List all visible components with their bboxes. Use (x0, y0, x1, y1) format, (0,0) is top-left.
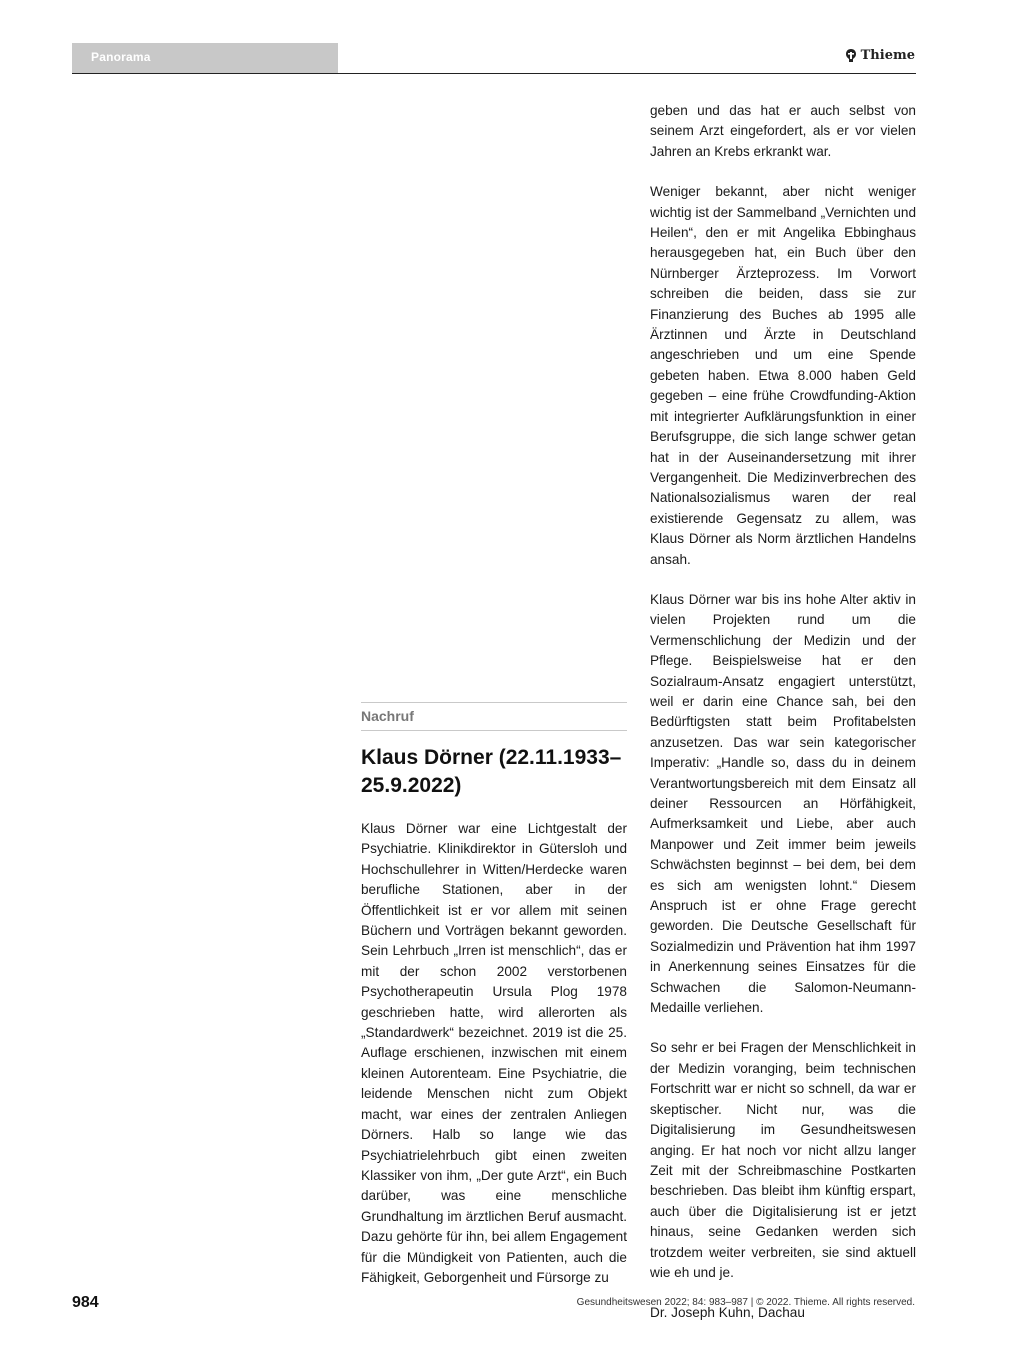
article-left-column (361, 702, 627, 1288)
page-number: 984 (72, 1294, 99, 1311)
article-paragraph: So sehr er bei Fragen der Menschlichkeit in der Medizin voranging, beim technischen Fortschritt war er nicht so schnell, da war er skeptischer. Nicht nur, was die Digitalisierung im Gesundheitswesen anging. Er hat noch vor nicht allzu langer Zeit mit der Schreibmaschine Postkarten beschrieben. Das bleibt ihm künftig erspart, auch über die Digitalisierung ist er jetzt hinaus, seine Gedanken werden sich trotzdem weiter verbreiten, sie sind aktuell wie eh und je. (650, 1040, 916, 1280)
article-right-column (650, 101, 916, 1344)
article-paragraph: Klaus Dörner war bis ins hohe Alter aktiv in vielen Projekten rund um die Vermenschlichung der Medizin und der Pflege. Beispielsweise hat er den Sozialraum-Ansatz engagiert unterstützt, weil er darin eine Chance sah, bei den Bedürftigsten statt beim Profitabelsten anzusetzen. Das war sein kategorischer Imperativ: „Handle so, dass du in deinem Verantwortungsbereich mit dem Einsatz all deiner Ressourcen an Hörfähigkeit, Aufmerksamkeit und Liebe, aber auch Manpower und Zeit immer beim jeweils Schwächsten beginnst – bei dem, bei dem es sich am wenigsten lohnt.“ Diesem Anspruch ist er ohne Frage gerecht geworden. Die Deutsche Gesellschaft für Sozialmedizin und Prävention hat ihm 1997 in Anerkennung seines Einsatzes für die Schwachen die Salomon-Neumann-Medaille verliehen. (650, 591, 916, 1016)
article-paragraph: Klaus Dörner war eine Lichtgestalt der Psychiatrie. Klinikdirektor in Gütersloh und Hochschullehrer in Witten/Herdecke waren berufliche Stationen, aber in der Öffentlichkeit ist er vor allem mit seinen Büchern und Vorträgen bekannt geworden. Sein Lehrbuch „Irren ist menschlich“, das er mit der schon 2002 verstorbenen Psychotherapeutin Ursula Plog 1978 geschrieben hatte, wird allerorten als „Standardwerk“ bezeichnet. 2019 ist die 25. Auflage erschienen, inzwischen mit einem kleinen Autorenteam. Eine Psychiatrie, die leidende Menschen nicht zum Objekt macht, war eines der zentralen Anliegen Dörners. Halb so lange wie das Psychiatrielehrbuch gibt einen zweiten Klassiker von ihm, „Der gute Arzt“, ein Buch darüber, was eine menschliche Grundhaltung im ärztlichen Beruf ausmacht. Dazu gehörte für ihn, bei allem Engagement für die Mündigkeit von Patienten, auch die Fähigkeit, Geborgenheit und Fürsorge zu (361, 821, 627, 1285)
article-paragraph: Weniger bekannt, aber nicht weniger wichtig ist der Sammelband „Vernichten und Heilen“, den er mit Angelika Ebbinghaus herausgegeben hat, ein Buch über den Nürnberger Ärzteprozess. Im Vorwort schreiben die beiden, dass sie zur Finanzierung des Buches ab 1995 alle Ärztinnen und Ärzte in Deutschland angeschrieben und um eine Spende gebeten haben. Etwa 8.000 haben Geld gegeben – eine frühe Crowdfunding-Aktion mit integrierter Aufklärungsfunktion in einer Berufsgruppe, die sich lange schwer getan hat in der Auseinandersetzung mit ihrer Vergangenheit. Die Medizinverbrechen des Nationalsozialismus waren der real existierende Gegensatz zu allem, was Klaus Dörner als Norm ärztlichen Handelns ansah. (650, 184, 916, 567)
thieme-logo-icon (845, 49, 857, 63)
article-category: Nachruf (361, 708, 414, 724)
brand-name: Thieme (860, 48, 915, 63)
header-rule (72, 73, 916, 74)
publisher-brand (845, 48, 915, 63)
section-label: Panorama (91, 50, 151, 64)
article-title: Klaus Dörner (22.11.1933–25.9.2022) (361, 746, 622, 797)
article-author: Dr. Joseph Kuhn, Dachau (650, 1305, 805, 1321)
section-tab (72, 43, 338, 73)
article-paragraph: geben und das hat er auch selbst von seinem Arzt eingefordert, als er vor vielen Jahren an Krebs erkrankt war. (650, 103, 916, 159)
category-bottom-rule (361, 730, 627, 731)
journal-citation: Gesundheitswesen 2022; 84: 983–987 | © 2022. Thieme. All rights reserved. (576, 1297, 915, 1308)
